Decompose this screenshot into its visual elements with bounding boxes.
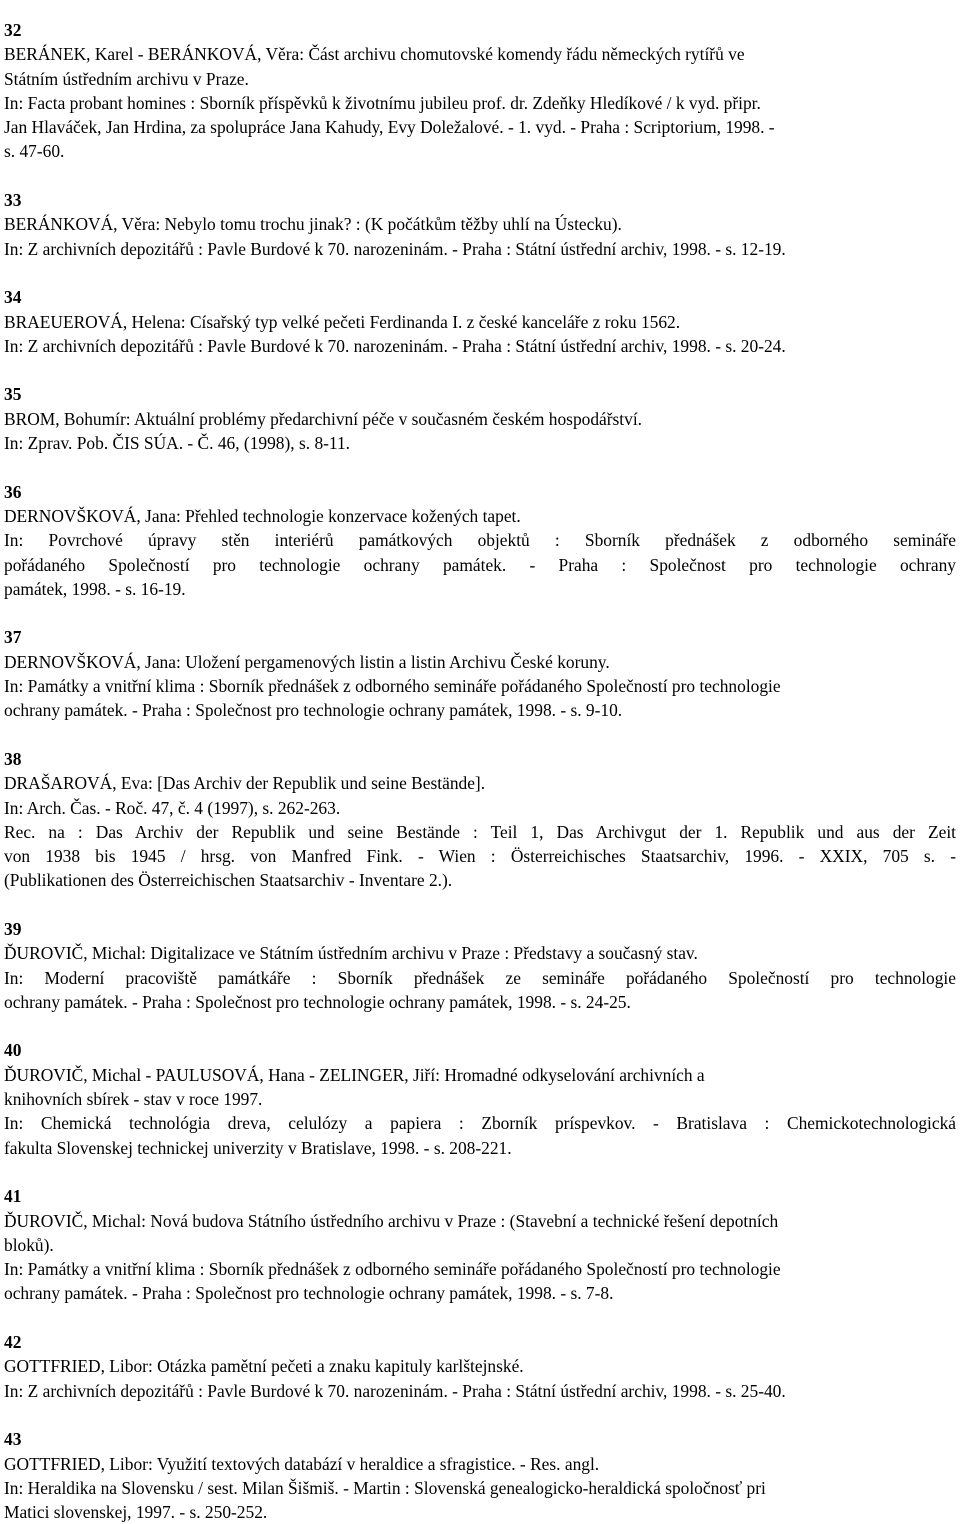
entry-line: In: Heraldika na Slovensku / sest. Milan Šišmiš. - Martin : Slovenská genealogicko-heraldická spoločnosť pri: [4, 1477, 766, 1498]
entry-spacer: [4, 358, 956, 382]
entry-line: BERÁNEK, Karel - BERÁNKOVÁ, Věra: Část archivu chomutovské komendy řádu německých rytířů ve: [4, 44, 745, 65]
entry-number: 43: [4, 1429, 22, 1450]
entry-line: památek, 1998. - s. 16-19.: [4, 578, 186, 599]
entry-line: pořádaného Společností pro technologie ochrany památek. - Praha : Společnost pro technologie ochrany: [4, 554, 956, 575]
bibliography-entry: [4, 1038, 956, 1159]
entry-line: (Publikationen des Österreichischen Staatsarchiv - Inventare 2.).: [4, 870, 453, 891]
entry-spacer: [4, 601, 956, 625]
entry-number: 38: [4, 748, 22, 769]
entry-line: DERNOVŠKOVÁ, Jana: Uložení pergamenových listin a listin Archivu České koruny.: [4, 651, 610, 672]
entry-line: BRAEUEROVÁ, Helena: Císařský typ velké pečeti Ferdinanda I. z české kanceláře z roku 1562.: [4, 311, 681, 332]
bibliography-entry: [4, 18, 956, 164]
entry-spacer: [4, 723, 956, 747]
bibliography-entry: [4, 188, 956, 261]
entry-line: GOTTFRIED, Libor: Otázka pamětní pečeti a znaku kapituly karlštejnské.: [4, 1356, 524, 1377]
entry-line: ĎUROVIČ, Michal: Nová budova Státního ústředního archivu v Praze : (Stavební a technické řešení depotních: [4, 1210, 779, 1231]
entry-spacer: [4, 164, 956, 188]
entry-line: DERNOVŠKOVÁ, Jana: Přehled technologie konzervace kožených tapet.: [4, 505, 521, 526]
bibliography-entry: [4, 1184, 956, 1305]
entry-spacer: [4, 1160, 956, 1184]
entry-number: 32: [4, 20, 22, 40]
entry-line: DRAŠAROVÁ, Eva: [Das Archiv der Republik und seine Bestände].: [4, 773, 486, 794]
entry-line: s. 47-60.: [4, 141, 65, 162]
entry-spacer: [4, 1403, 956, 1427]
entry-line: Matici slovenskej, 1997. - s. 250-252.: [4, 1502, 268, 1523]
entry-line: In: Chemická technológia dreva, celulózy a papiera : Zborník príspevkov. - Bratislava : Chemickotechnologická: [4, 1113, 956, 1134]
entry-line: In: Z archivních depozitářů : Pavle Burdové k 70. narozeninám. - Praha : Státní ústřední archiv, 1998. - s. 25-40.: [4, 1380, 786, 1401]
entry-number: 42: [4, 1332, 22, 1353]
entry-number: 41: [4, 1186, 22, 1207]
bibliography-page: [4, 18, 956, 1524]
entry-line: GOTTFRIED, Libor: Využití textových databází v heraldice a sfragistice. - Res. angl.: [4, 1453, 600, 1474]
entry-line: ĎUROVIČ, Michal - PAULUSOVÁ, Hana - ZELINGER, Jiří: Hromadné odkyselování archivních a: [4, 1064, 705, 1085]
entry-spacer: [4, 1306, 956, 1330]
entry-line: In: Povrchové úpravy stěn interiérů památkových objektů : Sborník přednášek z odborného semináře: [4, 530, 956, 551]
entry-spacer: [4, 1014, 956, 1038]
bibliography-entry: [4, 917, 956, 1014]
entry-line: In: Zprav. Pob. ČIS SÚA. - Č. 46, (1998), s. 8-11.: [4, 433, 351, 454]
entry-line: ochrany památek. - Praha : Společnost pro technologie ochrany památek, 1998. - s. 9-10.: [4, 700, 623, 721]
entry-spacer: [4, 893, 956, 917]
entry-line: ĎUROVIČ, Michal: Digitalizace ve Státním ústředním archivu v Praze : Představy a současný stav.: [4, 943, 698, 964]
entry-line: BROM, Bohumír: Aktuální problémy předarchivní péče v současném českém hospodářství.: [4, 408, 643, 429]
entry-line: In: Facta probant homines : Sborník příspěvků k životnímu jubileu prof. dr. Zdeňky Hledíkové / k vyd. připr.: [4, 92, 761, 113]
entry-line: Jan Hlaváček, Jan Hrdina, za spolupráce Jana Kahudy, Evy Doležalové. - 1. vyd. - Praha : Scriptorium, 1998. -: [4, 117, 775, 138]
bibliography-entry: [4, 1330, 956, 1403]
entry-number: 35: [4, 384, 22, 405]
entry-line: In: Památky a vnitřní klima : Sborník přednášek z odborného semináře pořádaného Společností pro technologie: [4, 1259, 781, 1280]
entry-line: In: Moderní pracoviště památkáře : Sborník přednášek ze semináře pořádaného Společností pro technologie: [4, 967, 956, 988]
entry-line: Rec. na : Das Archiv der Republik und seine Bestände : Teil 1, Das Archivgut der 1. Republik und aus der Zeit: [4, 821, 956, 842]
entry-line: von 1938 bis 1945 / hrsg. von Manfred Fink. - Wien : Österreichisches Staatsarchiv, 1996. - XXIX, 705 s. -: [4, 846, 956, 867]
entry-number: 33: [4, 190, 22, 211]
bibliography-entry: [4, 625, 956, 722]
entry-line: In: Z archivních depozitářů : Pavle Burdové k 70. narozeninám. - Praha : Státní ústřední archiv, 1998. - s. 12-19.: [4, 238, 786, 259]
entry-line: Státním ústředním archivu v Praze.: [4, 68, 249, 89]
entry-number: 40: [4, 1040, 22, 1061]
entry-line: bloků).: [4, 1234, 54, 1255]
entry-number: 39: [4, 918, 22, 939]
entry-line: In: Arch. Čas. - Roč. 47, č. 4 (1997), s. 262-263.: [4, 797, 341, 818]
entry-number: 34: [4, 287, 22, 308]
bibliography-entry: [4, 480, 956, 601]
entry-line: BERÁNKOVÁ, Věra: Nebylo tomu trochu jinak? : (K počátkům těžby uhlí na Ústecku).: [4, 214, 622, 235]
entry-number: 36: [4, 481, 22, 502]
bibliography-entry: [4, 285, 956, 358]
entry-line: In: Památky a vnitřní klima : Sborník přednášek z odborného semináře pořádaného Společností pro technologie: [4, 676, 781, 697]
entry-spacer: [4, 455, 956, 479]
entry-number: 37: [4, 627, 22, 648]
entry-line: ochrany památek. - Praha : Společnost pro technologie ochrany památek, 1998. - s. 7-8.: [4, 1283, 614, 1304]
entry-spacer: [4, 261, 956, 285]
entry-line: In: Z archivních depozitářů : Pavle Burdové k 70. narozeninám. - Praha : Státní ústřední archiv, 1998. - s. 20-24.: [4, 335, 786, 356]
bibliography-entry: [4, 747, 956, 893]
entry-line: ochrany památek. - Praha : Společnost pro technologie ochrany památek, 1998. - s. 24-25.: [4, 991, 631, 1012]
entry-line: knihovních sbírek - stav v roce 1997.: [4, 1089, 263, 1110]
bibliography-entry: [4, 1427, 956, 1524]
entry-line: fakulta Slovenskej technickej univerzity v Bratislave, 1998. - s. 208-221.: [4, 1137, 512, 1158]
bibliography-entry: [4, 382, 956, 455]
